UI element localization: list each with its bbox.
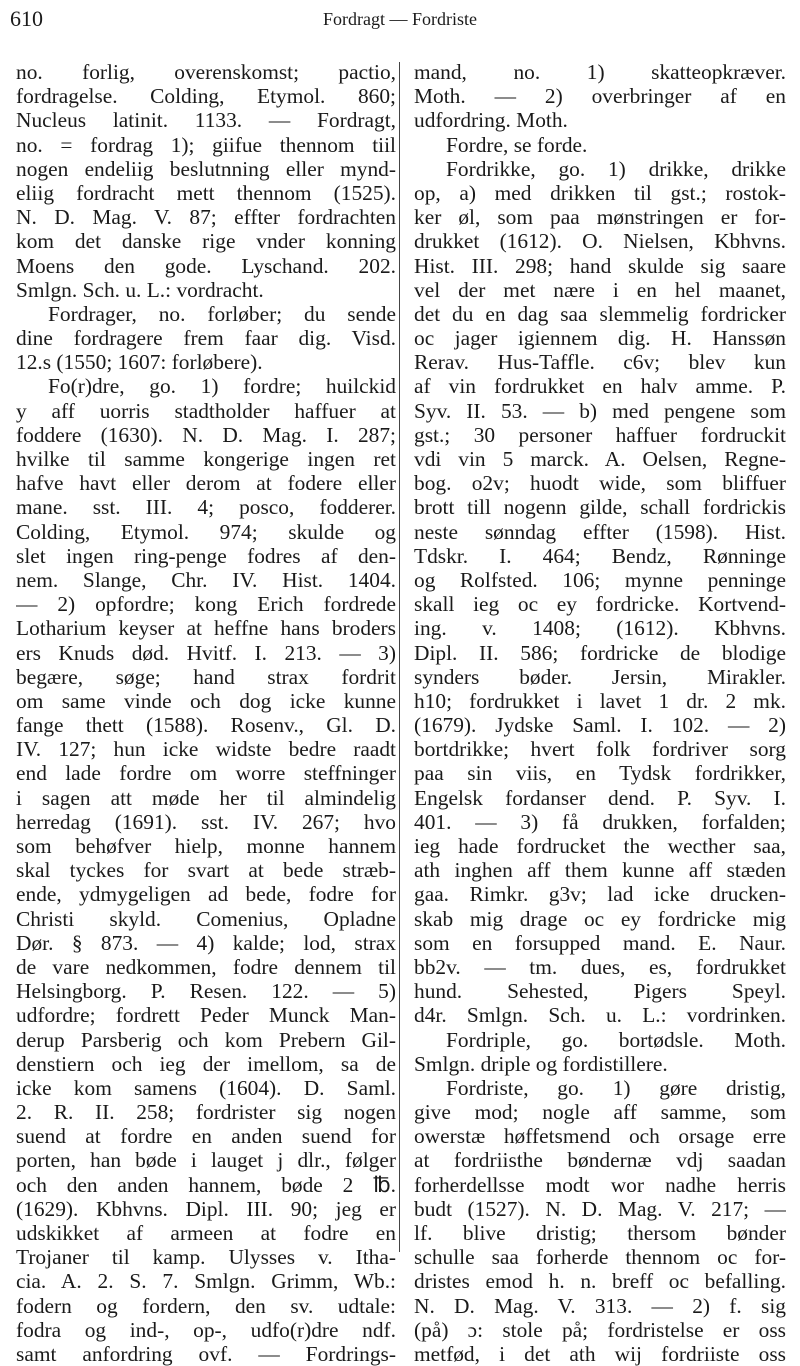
text-line: Smlgn. driple og fordistillere. <box>414 1051 668 1076</box>
text-line: derup Parsberig och kom Prebern Gil- <box>16 1027 396 1052</box>
text-line: Smlgn. Sch. u. L.: vordracht. <box>16 277 264 302</box>
text-line: mand, no. 1) skatteopkræver. <box>414 60 786 84</box>
text-line: Engelsk fordanser dend. P. Syv. I. <box>414 785 786 810</box>
text-line: op, a) med drikken til gst.; rostok- <box>414 180 786 205</box>
text-line: kom det danske rige vnder konning <box>16 229 396 254</box>
text-line: Hist. III. 298; hand skulde sig saare <box>414 253 786 278</box>
text-line: skall ieg oc ey fordricke. Kortvend- <box>414 592 786 617</box>
text-line: bb2v. — tm. dues, es, fordrukket <box>414 954 786 979</box>
text-line: nem. Slange, Chr. IV. Hist. 1404. <box>16 567 396 592</box>
text-line: neste sønndag effter (1598). Hist. <box>414 519 786 544</box>
text-line: ath inghen aff them kunne aff stæden <box>414 858 786 883</box>
text-line: fordragelse. Colding, Etymol. 860; <box>16 84 396 109</box>
text-line: eliig fordracht mett thennom (1525). <box>16 180 396 205</box>
text-line: denstiern och ieg der imellom, sa de <box>16 1051 396 1076</box>
text-line: ing. v. 1408; (1612). Kbhvns. <box>414 616 786 641</box>
text-line: ieg hade fordrucket the wecther saa, <box>414 834 786 858</box>
text-line: Tdskr. I. 464; Bendz, Rønninge <box>414 543 786 568</box>
text-line: (på) ɔ: stole på; fordristelse er oss <box>414 1317 786 1342</box>
text-line: N. D. Mag. V. 87; effter fordrachten <box>16 205 396 230</box>
text-line: suend at fordre en anden suend for <box>16 1124 396 1149</box>
text-line: Syv. II. 53. — b) med pengene som <box>414 398 786 423</box>
text-line: Fordre, se forde. <box>446 132 588 157</box>
text-line: Fordrikke, go. 1) drikke, drikke <box>446 156 786 181</box>
text-line: end lade fordre om worre steffninger <box>16 761 396 786</box>
text-line: i sagen att møde her til almindelig <box>16 785 396 810</box>
text-line: Fordrager, no. forløber; du sende <box>48 301 396 326</box>
right-column <box>414 60 786 1366</box>
text-line: bortdrikke; hvert folk fordriver sorg <box>414 737 786 762</box>
text-line: hafve havt eller derom at fodere eller <box>16 471 396 496</box>
text-line: d4r. Smlgn. Sch. u. L.: vordrinken. <box>414 1003 786 1028</box>
text-line: Moens den gode. Lyschand. 202. <box>16 253 396 278</box>
text-line: slet ingen ring-penge fodres af den- <box>16 543 396 568</box>
text-line: og Rolfsted. 106; mynne penninge <box>414 567 786 592</box>
text-line: N. D. Mag. V. 313. — 2) f. sig <box>414 1293 786 1318</box>
text-line: drukket (1612). O. Nielsen, Kbhvns. <box>414 229 786 254</box>
text-line: af vin fordrukket en halv amme. P. <box>414 374 786 399</box>
text-line: paa sin viis, en Tydsk fordrikker, <box>414 761 786 786</box>
text-line: som en forsupped mand. E. Naur. <box>414 930 786 955</box>
text-line: om same vinde och dog icke kunne <box>16 688 396 713</box>
text-line: skab mig drage oc ey fordricke mig <box>414 906 786 931</box>
text-line: vel der met nære i en hel maanet, <box>414 277 786 302</box>
text-line: fodern og fordern, den sv. udtale: <box>16 1293 396 1318</box>
text-line: fange thett (1588). Rosenv., Gl. D. <box>16 713 396 738</box>
text-line: cia. A. 2. S. 7. Smlgn. Grimm, Wb.: <box>16 1269 396 1294</box>
text-line: Helsingborg. P. Resen. 122. — 5) <box>16 979 396 1004</box>
text-line: metfød, i det ath wij fordriiste oss <box>414 1341 786 1366</box>
text-line: mane. sst. III. 4; posco, fodderer. <box>16 495 396 520</box>
text-line: det du en dag saa slemmelig fordricker <box>414 301 786 326</box>
text-line: herredag (1691). sst. IV. 267; hvo <box>16 809 396 834</box>
running-head: Fordragt — Fordriste <box>323 9 477 29</box>
text-line: Nucleus latinit. 1133. — Fordragt, <box>16 108 396 133</box>
text-line: forherdellsse modt wor nadhe herris <box>414 1172 786 1197</box>
text-line: — 2) opfordre; kong Erich fordrede <box>16 592 396 617</box>
text-line: udskikket af armeen at fodre en <box>16 1221 396 1245</box>
text-line: ker øl, som paa mønstringen er for- <box>414 205 786 230</box>
text-line: at fordriisthe bøndernæ vdj saadan <box>414 1148 786 1173</box>
text-line: (1629). Kbhvns. Dipl. III. 90; jeg er <box>16 1196 396 1221</box>
text-line: dine fordragere frem faar dig. Visd. <box>16 326 396 351</box>
text-line: och den anden hannem, bøde 2 ℔. <box>16 1172 396 1197</box>
text-line: hvilke til samme kongerige ingen ret <box>16 447 396 471</box>
text-line: dristes emod h. n. breff oc befalling. <box>414 1269 786 1294</box>
text-line: icke kom samens (1604). D. Saml. <box>16 1075 396 1100</box>
text-line: lf. blive dristig; thersom bønder <box>414 1221 786 1245</box>
text-line: owerstæ høffetsmend och orsage erre <box>414 1124 786 1149</box>
text-line: IV. 127; hun icke widste bedre raadt <box>16 737 396 762</box>
text-line: Christi skyld. Comenius, Opladne <box>16 906 396 931</box>
text-line: samt anfordring ovf. — Fordrings- <box>16 1341 396 1366</box>
text-line: Dør. § 873. — 4) kalde; lod, strax <box>16 930 396 955</box>
text-line: h10; fordrukket i lavet 1 dr. 2 mk. <box>414 688 786 713</box>
text-line: Fordriste, go. 1) gøre dristig, <box>446 1075 786 1100</box>
text-line: gst.; 30 personer haffuer fordruckit <box>414 422 786 447</box>
text-line: fodra og ind-, op-, udfo(r)dre ndf. <box>16 1317 396 1342</box>
text-line: Fordriple, go. bortødsle. Moth. <box>446 1027 786 1052</box>
text-line: begære, søge; hand strax fordrit <box>16 664 396 689</box>
text-line: y aff uorris stadtholder haffuer at <box>16 398 396 423</box>
text-line: udfordre; fordrett Peder Munck Man- <box>16 1003 396 1028</box>
text-line: Trojaner til kamp. Ulysses v. Itha- <box>16 1245 396 1270</box>
text-line: ers Knuds død. Hvitf. I. 213. — 3) <box>16 640 396 665</box>
text-line: de vare nedkommen, fodre dennem til <box>16 954 396 979</box>
text-line: no. = fordrag 1); giifue thennom tiil <box>16 132 396 157</box>
text-line: no. forlig, overenskomst; pactio, <box>16 60 396 84</box>
text-line: 2. R. II. 258; fordrister sig nogen <box>16 1100 396 1125</box>
text-line: Lotharium keyser at heffne hans broders <box>16 616 396 641</box>
text-line: 401. — 3) få drukken, forfalden; <box>414 809 786 834</box>
text-line: Dipl. II. 586; fordricke de blodige <box>414 640 786 665</box>
text-line: Moth. — 2) overbringer af en <box>414 84 786 109</box>
text-line: 12.s (1550; 1607: forløbere). <box>16 350 263 375</box>
text-line: synders bøder. Jersin, Mirakler. <box>414 664 786 689</box>
text-line: Colding, Etymol. 974; skulde og <box>16 519 396 544</box>
column-divider <box>399 62 400 1252</box>
text-line: gaa. Rimkr. g3v; lad icke drucken- <box>414 882 786 907</box>
text-line: Fo(r)dre, go. 1) fordre; huilckid <box>48 374 396 399</box>
text-line: (1679). Jydske Saml. I. 102. — 2) <box>414 713 786 738</box>
text-line: nogen endeliig beslutnning eller mynd- <box>16 156 396 181</box>
text-line: Rerav. Hus-Taffle. c6v; blev kun <box>414 350 786 375</box>
page-number: 610 <box>10 6 43 31</box>
text-line: brott till nogenn gilde, schall fordrickis <box>414 495 786 520</box>
text-line: vdi vin 5 marck. A. Oelsen, Regne- <box>414 447 786 471</box>
text-line: oc jager igiennem dig. H. Hanssøn <box>414 326 786 351</box>
text-line: give mod; nogle aff samme, som <box>414 1100 786 1125</box>
text-line: foddere (1630). N. D. Mag. I. 287; <box>16 422 396 447</box>
text-line: budt (1527). N. D. Mag. V. 217; — <box>414 1196 786 1221</box>
text-line: ende, ydmygeligen ad bede, fodre for <box>16 882 396 907</box>
text-line: som behøfver hielp, monne hannem <box>16 834 396 858</box>
left-column <box>16 60 396 1366</box>
page-header <box>10 2 790 36</box>
text-line: hund. Sehested, Pigers Speyl. <box>414 979 786 1004</box>
text-line: bog. o2v; huodt wide, som bliffuer <box>414 471 786 496</box>
text-line: porten, han bøde i lauget j dlr., følger <box>16 1148 396 1173</box>
text-line: skal tyckes for svart at bede stræb- <box>16 858 396 883</box>
text-line: udfordring. Moth. <box>414 108 568 133</box>
text-line: schulle saa forherde thennom oc for- <box>414 1245 786 1270</box>
